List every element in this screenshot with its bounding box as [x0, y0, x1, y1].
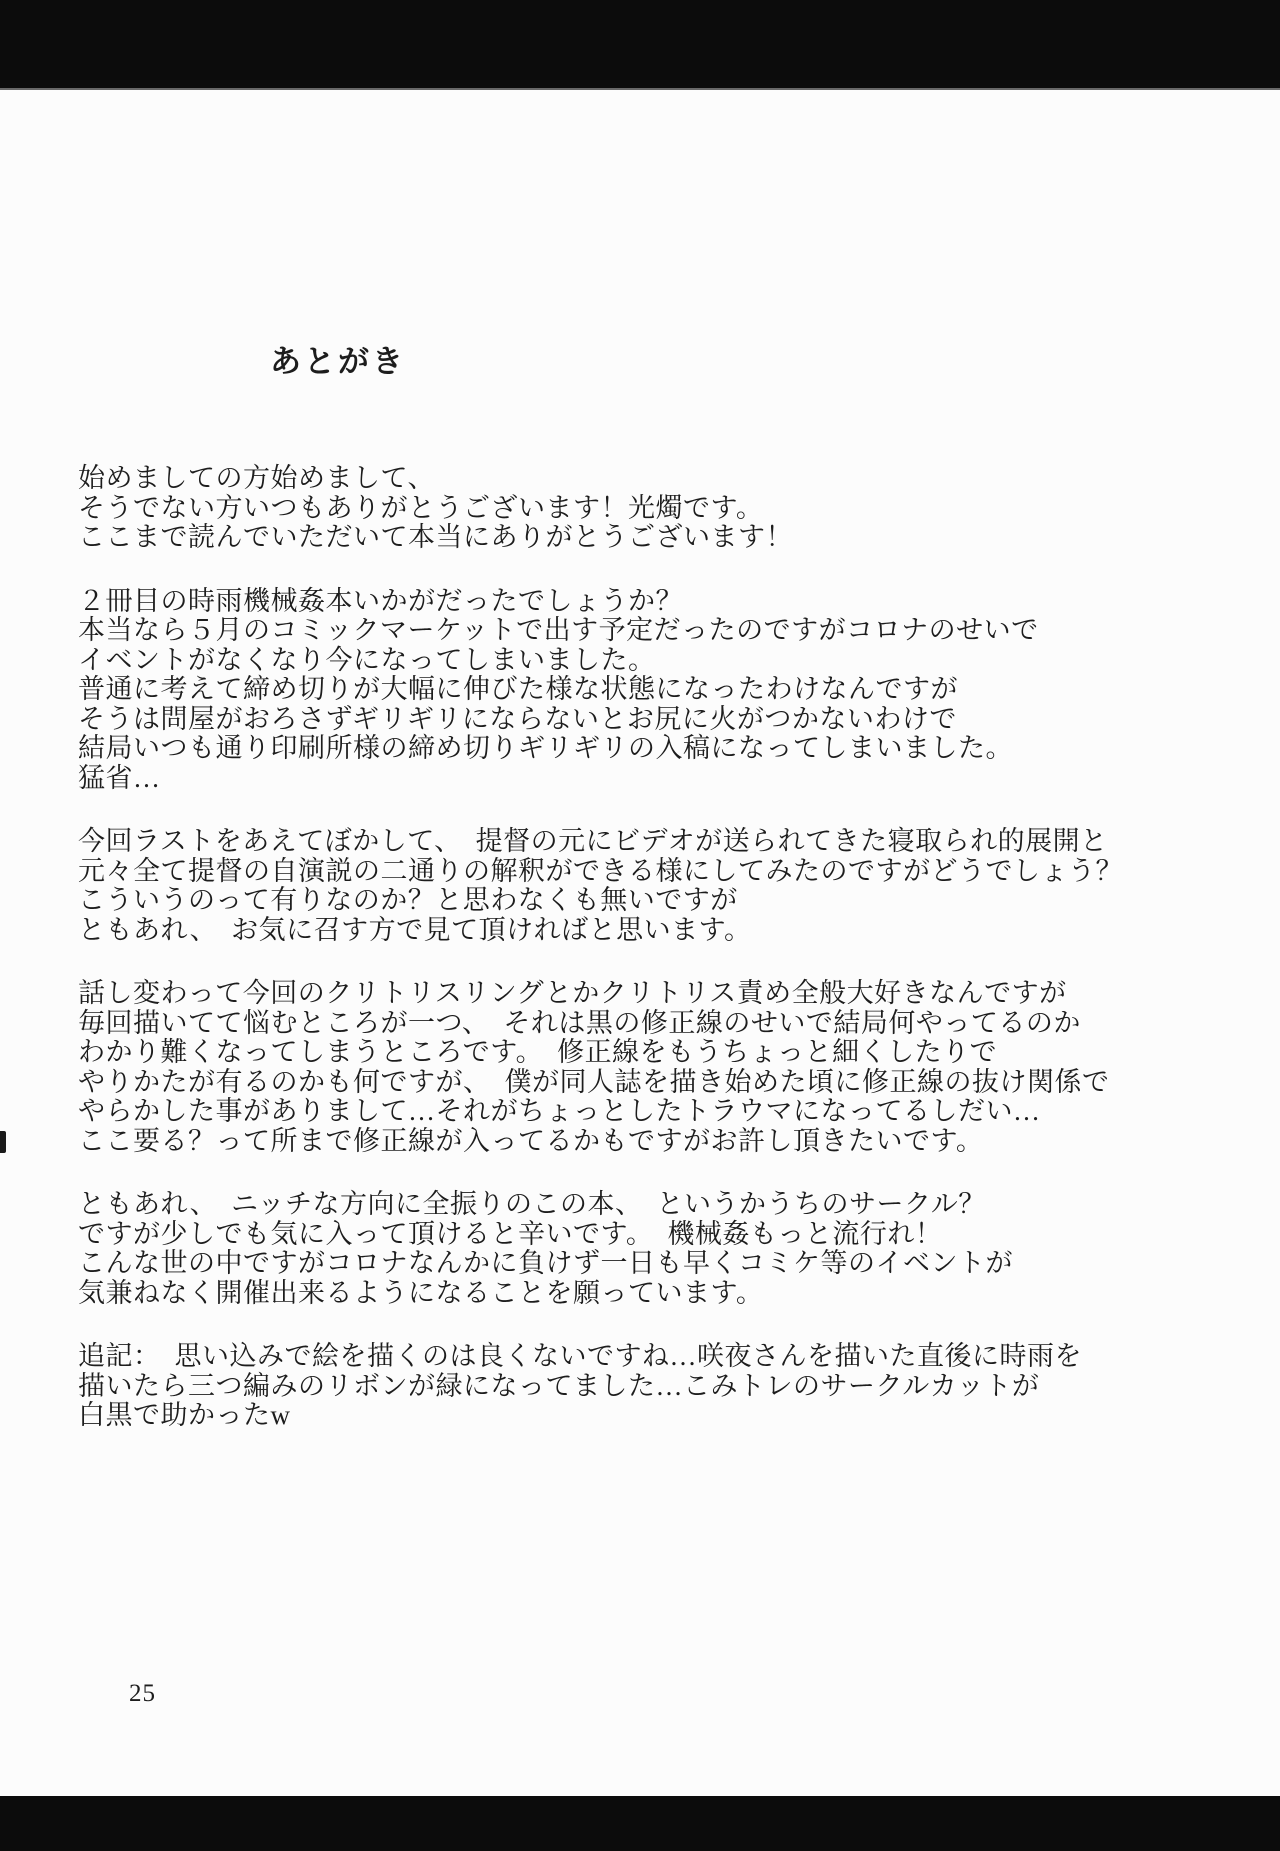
page-number: 25 [129, 1680, 156, 1707]
text-line: ２冊目の時雨機械姦本いかがだったでしょうか？ [78, 585, 683, 616]
text-line: ここまで読んでいただいて本当にありがとうございます！ [78, 522, 793, 552]
text-line: そうは問屋がおろさずギリギリにならないとお尻に火がつかないわけで [78, 703, 957, 734]
afterword-body [78, 464, 1248, 1465]
text-line: こんな世の中ですがコロナなんかに負けず一日も早くコミケ等のイベントが [78, 1248, 1013, 1278]
page-title: あとがき [270, 344, 406, 379]
text-line: わかり難くなってしまうところです。 修正線をもうちょっと細くしたりで [78, 1037, 998, 1067]
paragraph [78, 979, 1248, 1156]
text-line: ともあれ、 お気に召す方で見て頂ければと思います。 [78, 914, 752, 945]
paragraph [78, 1190, 1248, 1308]
text-line: 描いたら三つ編みのリボンが緑になってました…こみトレのサークルカットが [78, 1370, 1040, 1401]
text-line: 本当なら５月のコミックマーケットで出す予定だったのですがコロナのせいで [78, 615, 1039, 645]
text-line: 話し変わって今回のクリトリスリングとかクリトリス責め全般大好きなんですが [78, 978, 1067, 1008]
text-line: 気兼ねなく開催出来るようになることを願っています。 [78, 1277, 764, 1308]
text-line: 元々全て提督の自演説の二通りの解釈ができる様にしてみたのですがどうでしょう？ [78, 855, 1123, 886]
text-line: ここ要る？って所まで修正線が入ってるかもですがお許し頂きたいです。 [78, 1125, 984, 1156]
paragraph [78, 464, 1248, 553]
paragraph [78, 587, 1248, 794]
text-line: 結局いつも通り印刷所様の締め切りギリギリの入稿になってしまいました。 [78, 733, 1013, 763]
text-line: やらかした事がありまして…それがちょっとしたトラウマになってるしだい… [78, 1096, 1041, 1126]
text-line: 猛省… [78, 762, 161, 793]
text-line: 始めましての方始めまして、 [78, 463, 435, 493]
text-line: そうでない方いつもありがとうございます！光燭です。 [78, 492, 764, 523]
text-line: 普通に考えて締め切りが大幅に伸びた様な状態になったわけなんですが [78, 674, 958, 704]
text-line: やりかたが有るのかも何ですが、 僕が同人誌を描き始めた頃に修正線の抜け関係で [78, 1066, 1110, 1097]
paragraph [78, 1342, 1248, 1431]
text-line: ですが少しでも気に入って頂けると辛いです。 機械姦もっと流行れ！ [78, 1218, 943, 1249]
paragraph [78, 827, 1248, 945]
text-line: イベントがなくなり今になってしまいました。 [78, 644, 656, 675]
text-line: 追記： 思い込みで絵を描くのは良くないですね…咲夜さんを描いた直後に時雨を [78, 1341, 1082, 1371]
text-line: ともあれ、 ニッチな方向に全振りのこの本、 というかうちのサークル？ [78, 1189, 986, 1219]
text-line: 毎回描いてて悩むところが一つ、 それは黒の修正線のせいで結局何やってるのか [78, 1007, 1081, 1038]
scan-border-bottom [0, 1796, 1280, 1851]
scan-border-top [0, 0, 1280, 90]
text-line: 白黒で助かったw [78, 1400, 291, 1430]
scan-artifact [0, 1131, 6, 1153]
text-line: 今回ラストをあえてぼかして、 提督の元にビデオが送られてきた寝取られ的展開と [78, 826, 1108, 856]
text-line: こういうのって有りなのか？と思わなくも無いですが [78, 885, 738, 915]
